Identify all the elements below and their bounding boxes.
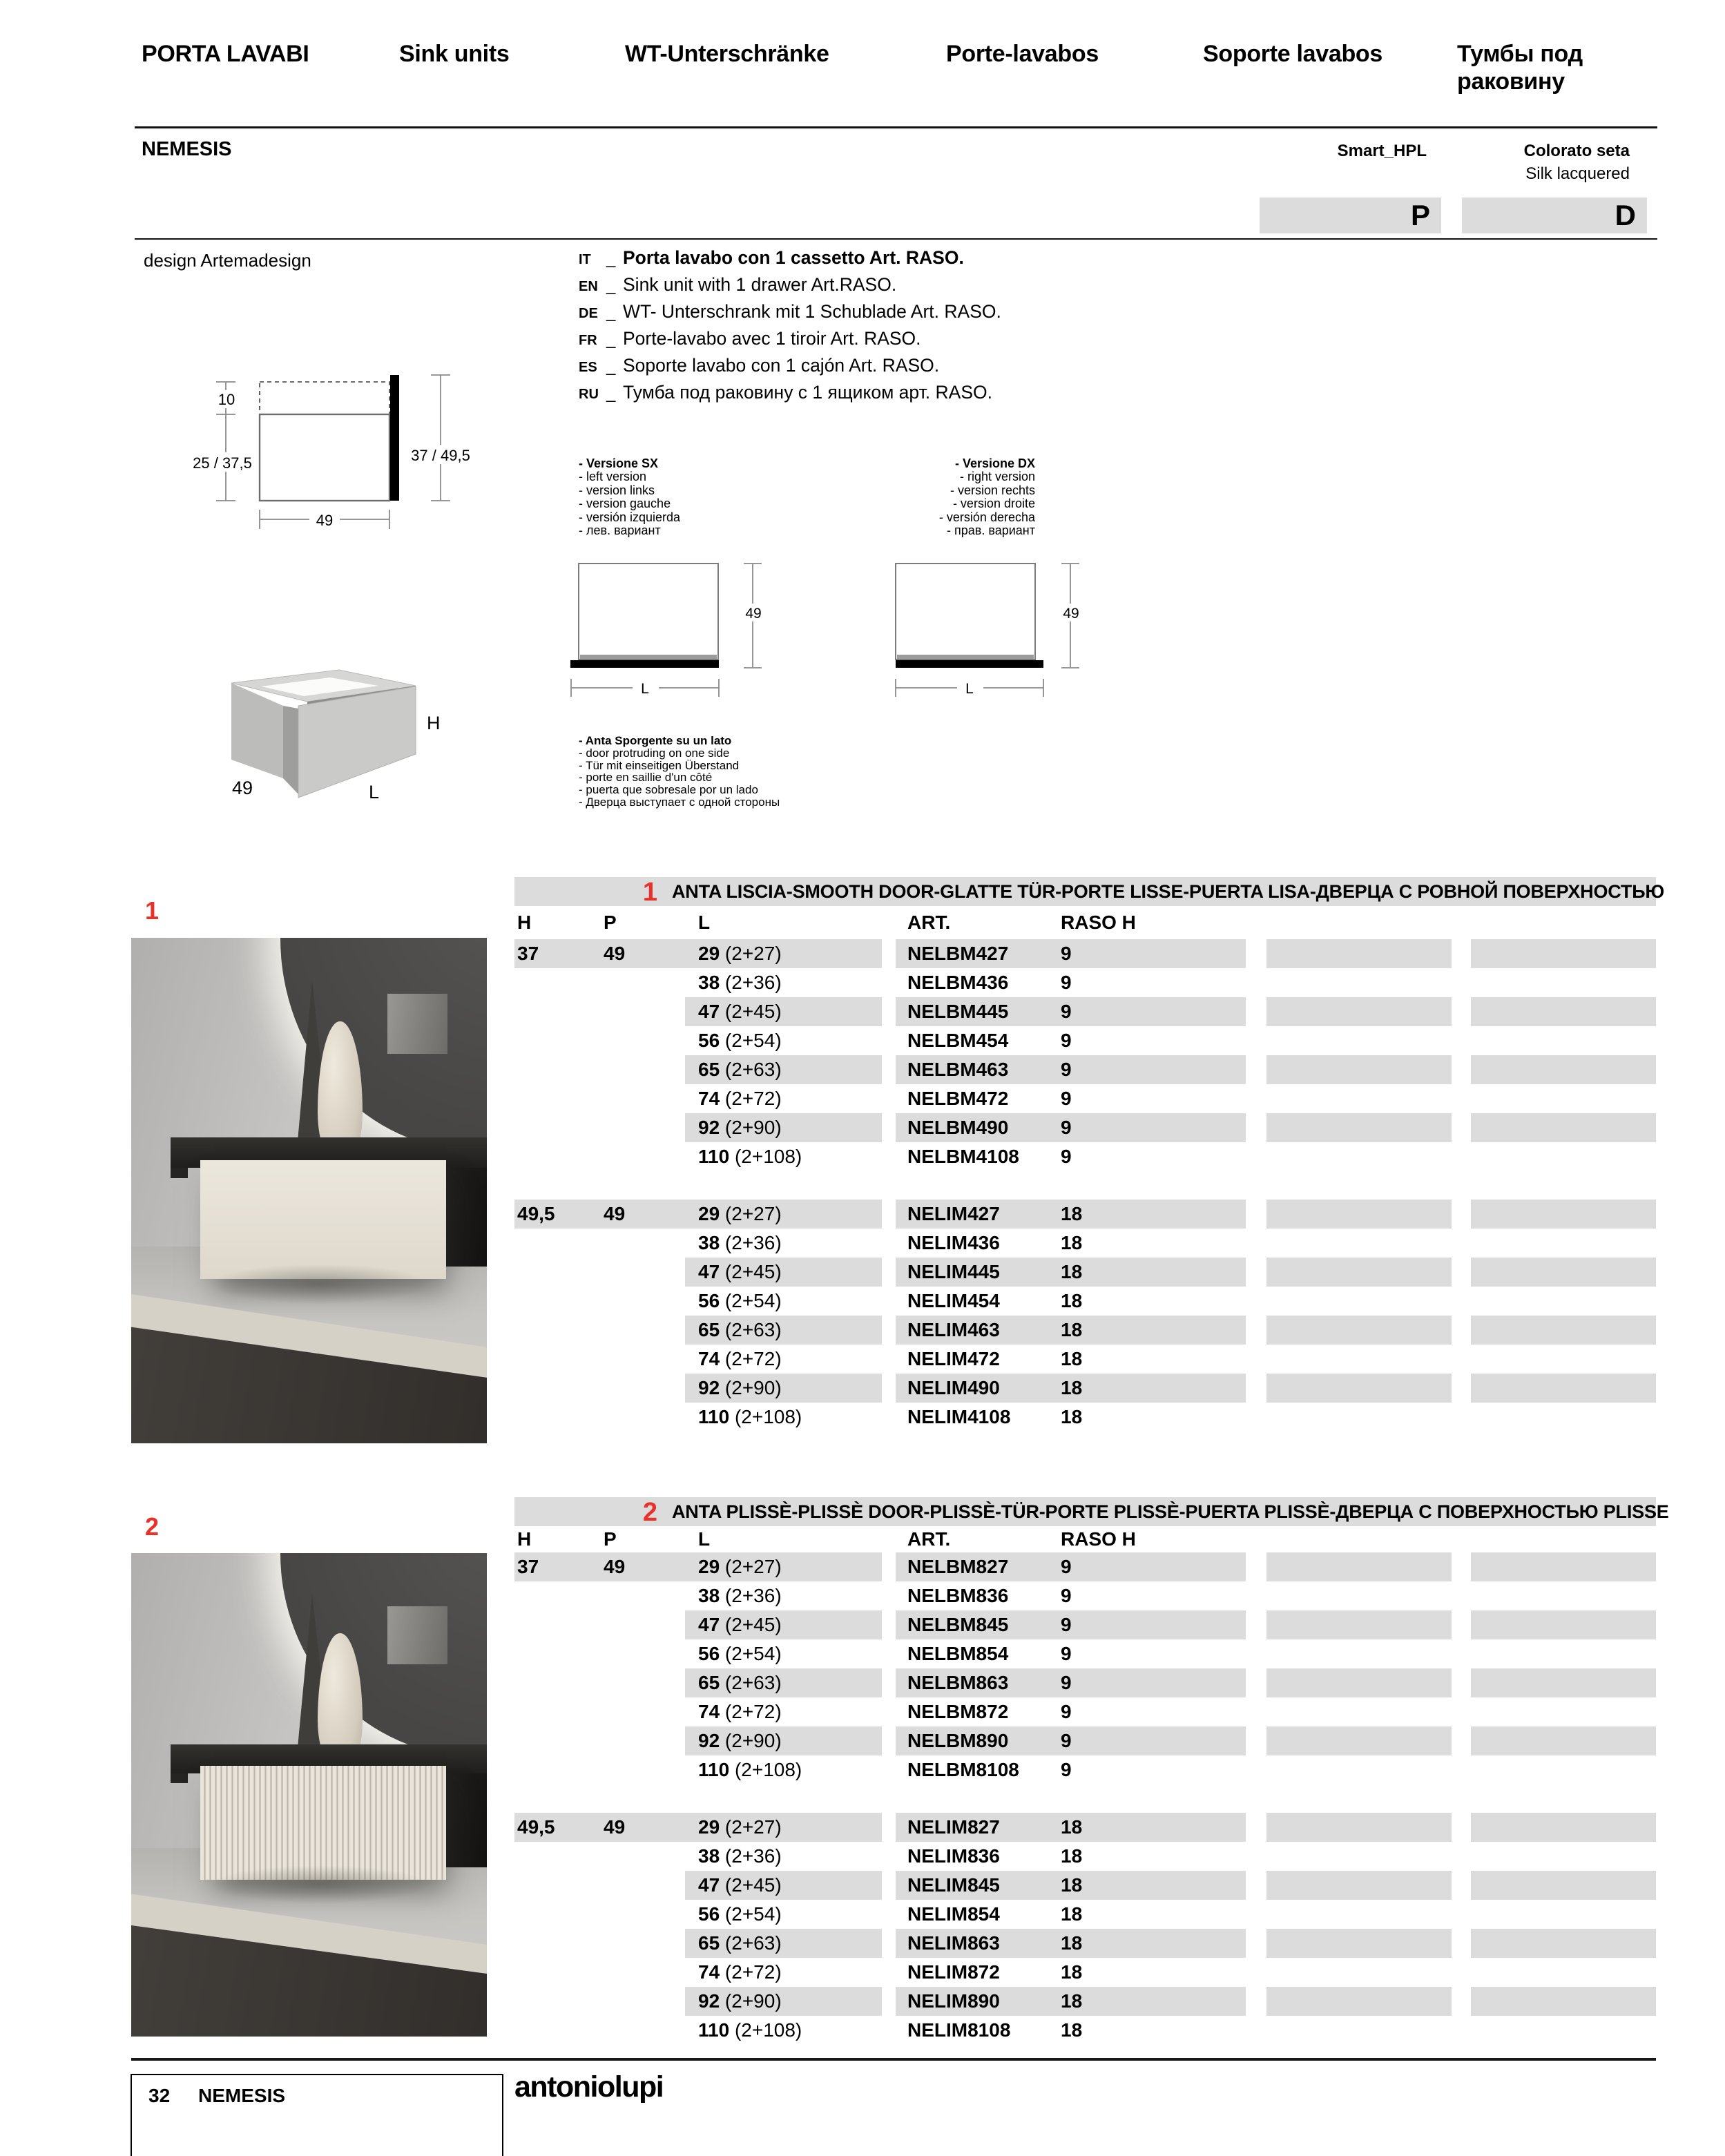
table-row	[514, 1258, 1656, 1287]
footer-box	[131, 2074, 503, 2156]
cell-raso-h: 9	[1061, 943, 1072, 964]
row-shading	[1471, 1726, 1656, 1755]
cell-art: NELBM827	[907, 1556, 1009, 1577]
cell-l: 38 (2+36)	[698, 1232, 782, 1253]
cell-art: NELIM436	[907, 1232, 1000, 1253]
cell-p: 49	[604, 943, 626, 964]
cell-raso-h: 9	[1061, 1059, 1072, 1080]
row-shading	[1266, 1726, 1452, 1755]
badge-p-letter: P	[1410, 199, 1430, 231]
iso-unit-drawing	[221, 663, 449, 805]
table-row	[514, 1403, 1656, 1432]
cell-l: 56 (2+54)	[698, 1290, 782, 1311]
text-line: - door protruding on one side	[579, 746, 730, 760]
iso-depth-label: 49	[232, 778, 253, 798]
table-body	[514, 1552, 1656, 2045]
photo-floor-shadow	[209, 1264, 430, 1305]
text-line: - versión derecha	[938, 510, 1035, 524]
page-title-fr: Porte-lavabos	[946, 41, 1099, 67]
table-plisse-door	[514, 1497, 1669, 2045]
dim-bottom-label: 49	[316, 512, 334, 529]
cell-raso-h: 18	[1061, 1932, 1083, 1954]
table-row	[514, 1113, 1656, 1142]
text-line: - Versione DX	[954, 456, 1035, 470]
cell-art: NELBM445	[907, 1001, 1009, 1022]
versions-sx-lines	[579, 457, 680, 537]
cell-raso-h: 18	[1061, 1203, 1083, 1224]
dim-top-label: 10	[218, 391, 235, 408]
cell-p: 49	[604, 1816, 626, 1838]
description-row: DE _ WT- Unterschrank mit 1 Schublade Art. RASO.	[579, 301, 1001, 322]
cell-l: 92 (2+90)	[698, 1117, 782, 1138]
cell-l: 74 (2+72)	[698, 1701, 782, 1722]
table-title-bar	[514, 1497, 1669, 1527]
cell-l: 38 (2+36)	[698, 1845, 782, 1867]
cell-l: 47 (2+45)	[698, 1614, 782, 1635]
cell-raso-h: 18	[1061, 1319, 1083, 1340]
dx-length-label: L	[965, 681, 974, 697]
table-title-bar	[514, 877, 1665, 907]
row-shading	[1266, 1552, 1452, 1581]
cell-art: NELBM845	[907, 1614, 1009, 1635]
cell-raso-h: 18	[1061, 1232, 1083, 1253]
text-line: - versión izquierda	[579, 510, 681, 524]
cell-art: NELIM490	[907, 1377, 1000, 1398]
cell-raso-h: 18	[1061, 1261, 1083, 1282]
iso-length-label: L	[369, 782, 380, 802]
row-shading	[1266, 1055, 1452, 1084]
row-shading	[1266, 1610, 1452, 1639]
photo-floor-shadow	[209, 1865, 430, 1904]
cell-l: 92 (2+90)	[698, 1730, 782, 1751]
cell-l: 29 (2+27)	[698, 1816, 782, 1838]
cell-raso-h: 9	[1061, 1614, 1072, 1635]
cell-l: 38 (2+36)	[698, 1585, 782, 1606]
table-row	[514, 1026, 1656, 1055]
versions-dx-lines	[939, 457, 1035, 537]
series-divider	[135, 238, 1657, 240]
cell-p: 49	[604, 1556, 626, 1577]
table-row	[514, 1755, 1656, 1784]
cell-art: NELIM427	[907, 1203, 1000, 1224]
table-row	[514, 2016, 1656, 2045]
group-spacer	[514, 1784, 1656, 1813]
cell-l: 47 (2+45)	[698, 1874, 782, 1896]
table-body	[514, 939, 1656, 1432]
cell-art: NELIM454	[907, 1290, 1000, 1311]
cell-art: NELBM454	[907, 1030, 1009, 1051]
table-row	[514, 1813, 1656, 1842]
cell-art: NELBM890	[907, 1730, 1009, 1751]
column-header: ART.	[907, 1528, 951, 1550]
table-number: 2	[642, 1498, 657, 1527]
dx-height-label: 49	[1063, 606, 1079, 622]
row-shading	[1266, 1987, 1452, 2016]
cell-h: 49,5	[517, 1203, 555, 1224]
cell-raso-h: 18	[1061, 1406, 1083, 1427]
cell-art: NELIM827	[907, 1816, 1000, 1838]
text-line: - прав. вариант	[947, 523, 1035, 538]
text-line: - puerta que sobresale por un lado	[579, 783, 758, 797]
cell-l: 92 (2+90)	[698, 1377, 782, 1398]
table-row	[514, 1552, 1656, 1581]
cell-l: 47 (2+45)	[698, 1261, 782, 1282]
photo-plisse-door	[131, 1553, 487, 2037]
cell-l: 65 (2+63)	[698, 1319, 782, 1340]
text-line: - Tür mit einseitigen Überstand	[579, 758, 740, 772]
table-header-row	[514, 1526, 1656, 1552]
brand-logo: antoniolupi	[514, 2070, 664, 2104]
table-row	[514, 1726, 1656, 1755]
dim-left-label: 25 / 37,5	[193, 454, 252, 472]
table-row	[514, 1084, 1656, 1113]
table-smooth-door	[514, 877, 1665, 1432]
description-row: EN _ Sink unit with 1 drawer Art.RASO.	[579, 274, 897, 295]
cell-art: NELBM836	[907, 1585, 1009, 1606]
column-header: L	[698, 1528, 711, 1550]
cell-art: NELIM8108	[907, 2019, 1011, 2041]
column-header: ART.	[907, 912, 951, 933]
table-row	[514, 1055, 1656, 1084]
cell-raso-h: 9	[1061, 1730, 1072, 1751]
cell-raso-h: 9	[1061, 1117, 1072, 1138]
cell-l: 29 (2+27)	[698, 1556, 782, 1577]
row-shading	[1266, 1316, 1452, 1345]
finish-badge-d	[1462, 198, 1647, 233]
table-row	[514, 1374, 1656, 1403]
row-shading	[1471, 1200, 1656, 1229]
column-header: P	[604, 1528, 617, 1550]
cell-l: 56 (2+54)	[698, 1903, 782, 1925]
table-header-row	[514, 906, 1656, 939]
text-line: - Anta Sporgente su un lato	[579, 734, 732, 747]
row-shading	[1471, 1258, 1656, 1287]
page-title-es: Soporte lavabos	[1203, 41, 1383, 67]
row-shading	[1266, 1668, 1452, 1697]
cell-raso-h: 18	[1061, 1874, 1083, 1896]
cell-l: 74 (2+72)	[698, 1088, 782, 1109]
finish-label-it: Colorato seta	[1523, 142, 1630, 160]
footer-series-name: NEMESIS	[198, 2085, 286, 2106]
cell-art: NELIM863	[907, 1932, 1000, 1954]
table-number: 1	[642, 878, 657, 907]
row-shading	[1471, 1813, 1656, 1842]
cell-raso-h: 9	[1061, 972, 1072, 993]
text-line: - лев. вариант	[579, 523, 661, 538]
table-row	[514, 1287, 1656, 1316]
cell-art: NELBM427	[907, 943, 1009, 964]
table-row	[514, 1316, 1656, 1345]
row-shading	[1266, 1258, 1452, 1287]
cell-art: NELIM463	[907, 1319, 1000, 1340]
row-shading	[1471, 1668, 1656, 1697]
text-line: - version links	[579, 483, 655, 497]
finish-label-en: Silk lacquered	[1525, 164, 1630, 183]
table-row	[514, 939, 1656, 968]
page-title-en: Sink units	[399, 41, 510, 67]
cell-raso-h: 18	[1061, 1348, 1083, 1369]
photo-1-label: 1	[145, 896, 160, 925]
row-shading	[1266, 1871, 1452, 1900]
row-shading	[1266, 1113, 1452, 1142]
badge-d-letter: D	[1615, 199, 1636, 231]
cell-raso-h: 18	[1061, 1990, 1083, 2012]
dim-right-label: 37 / 49,5	[411, 447, 470, 464]
table-row	[514, 1610, 1656, 1639]
table-row	[514, 1929, 1656, 1958]
group-spacer	[514, 1171, 1656, 1200]
side-view-drawing	[186, 366, 511, 539]
footer-divider	[131, 2058, 1656, 2061]
cell-l: 74 (2+72)	[698, 1961, 782, 1983]
version-diagrams	[559, 552, 1105, 704]
row-shading	[1266, 997, 1452, 1026]
row-shading	[1471, 939, 1656, 968]
table-title: ANTA PLISSÈ-PLISSÈ DOOR-PLISSÈ-TÜR-PORTE PLISSÈ-PUERTA PLISSÈ-ДВЕРЦА С ПОВЕРХНОСТЬЮ PLISSE	[672, 1501, 1669, 1522]
row-shading	[1471, 1552, 1656, 1581]
cell-raso-h: 9	[1061, 1088, 1072, 1109]
finish-badge-p	[1260, 198, 1441, 233]
cell-raso-h: 9	[1061, 1030, 1072, 1051]
sx-length-label: L	[641, 681, 649, 697]
description-row: RU _ Тумба под раковину с 1 ящиком арт. RASO.	[579, 382, 992, 403]
row-shading	[1471, 1871, 1656, 1900]
header-divider	[135, 126, 1657, 128]
cell-raso-h: 18	[1061, 1961, 1083, 1983]
description-row: IT _ Porta lavabo con 1 cassetto Art. RASO.	[579, 247, 964, 268]
cell-raso-h: 9	[1061, 1001, 1072, 1022]
cell-art: NELBM436	[907, 972, 1009, 993]
page-title-de: WT-Unterschränke	[625, 41, 829, 67]
description-row: ES _ Soporte lavabo con 1 cajón Art. RASO.	[579, 355, 940, 376]
series-name: NEMESIS	[142, 138, 232, 160]
cell-l: 29 (2+27)	[698, 1203, 782, 1224]
table-row	[514, 1668, 1656, 1697]
table-row	[514, 1697, 1656, 1726]
cell-art: NELBM863	[907, 1672, 1009, 1693]
row-shading	[1266, 1200, 1452, 1229]
cell-art: NELIM4108	[907, 1406, 1011, 1427]
description-block	[579, 247, 1200, 409]
cell-raso-h: 18	[1061, 2019, 1083, 2041]
cell-h: 37	[517, 943, 539, 964]
column-header: RASO H	[1061, 1528, 1136, 1550]
cell-art: NELIM472	[907, 1348, 1000, 1369]
cell-art: NELIM836	[907, 1845, 1000, 1867]
photo-2-label: 2	[145, 1512, 160, 1541]
row-shading	[1266, 1374, 1452, 1403]
cell-raso-h: 9	[1061, 1672, 1072, 1693]
description-row: FR _ Porte-lavabo avec 1 tiroir Art. RASO.	[579, 328, 921, 349]
text-line: - version droite	[952, 497, 1035, 511]
column-header: P	[604, 912, 617, 933]
cell-l: 74 (2+72)	[698, 1348, 782, 1369]
cell-art: NELIM854	[907, 1903, 1000, 1925]
page-title-it: PORTA LAVABI	[142, 41, 309, 67]
table-row	[514, 1958, 1656, 1987]
row-shading	[1266, 1929, 1452, 1958]
page-number: 32	[148, 2085, 171, 2106]
cell-raso-h: 9	[1061, 1146, 1072, 1167]
table-row	[514, 1871, 1656, 1900]
row-shading	[1471, 1113, 1656, 1142]
cell-art: NELBM472	[907, 1088, 1009, 1109]
cell-raso-h: 18	[1061, 1377, 1083, 1398]
text-line: - left version	[579, 470, 647, 484]
table-row	[514, 1639, 1656, 1668]
row-shading	[1471, 1316, 1656, 1345]
table-row	[514, 968, 1656, 997]
cell-h: 49,5	[517, 1816, 555, 1838]
table-row	[514, 1581, 1656, 1610]
cell-raso-h: 9	[1061, 1759, 1072, 1780]
row-shading	[1471, 1374, 1656, 1403]
photo-smooth-door	[131, 938, 487, 1443]
cell-l: 65 (2+63)	[698, 1672, 782, 1693]
cell-raso-h: 9	[1061, 1556, 1072, 1577]
table-row	[514, 1842, 1656, 1871]
text-line: - version rechts	[950, 483, 1035, 497]
table-row	[514, 1900, 1656, 1929]
cell-l: 110 (2+108)	[698, 1759, 802, 1780]
cell-l: 92 (2+90)	[698, 1990, 782, 2012]
photo-mirror-reflection	[387, 994, 448, 1055]
table-row	[514, 1987, 1656, 2016]
photo-drawer-front	[200, 1160, 445, 1279]
column-header: L	[698, 912, 711, 933]
text-line: - right version	[959, 470, 1035, 484]
row-shading	[1266, 1813, 1452, 1842]
sx-height-label: 49	[745, 606, 762, 622]
cell-l: 56 (2+54)	[698, 1643, 782, 1664]
cell-art: NELBM8108	[907, 1759, 1019, 1780]
cell-raso-h: 18	[1061, 1816, 1083, 1838]
cell-l: 110 (2+108)	[698, 2019, 802, 2041]
text-line: - version gauche	[579, 497, 671, 511]
table-title: ANTA LISCIA-SMOOTH DOOR-GLATTE TÜR-PORTE LISSE-PUERTA LISA-ДВЕРЦА С РОВНОЙ ПОВЕРХНОСТЬЮ	[672, 881, 1665, 902]
iso-height-label: H	[427, 713, 441, 733]
table-row	[514, 1229, 1656, 1258]
row-shading	[1471, 1610, 1656, 1639]
text-line: - Versione SX	[579, 456, 659, 470]
column-header: H	[517, 1528, 532, 1550]
row-shading	[1471, 1987, 1656, 2016]
door-note	[579, 735, 780, 809]
cell-art: NELIM845	[907, 1874, 1000, 1896]
material-label: Smart_HPL	[1337, 142, 1427, 160]
row-shading	[1471, 997, 1656, 1026]
cell-art: NELIM872	[907, 1961, 1000, 1983]
page-title-ru: Тумбы под раковину	[1457, 41, 1583, 95]
table-row	[514, 1142, 1656, 1171]
cell-l: 65 (2+63)	[698, 1059, 782, 1080]
row-shading	[1471, 1929, 1656, 1958]
cell-raso-h: 9	[1061, 1701, 1072, 1722]
cell-p: 49	[604, 1203, 626, 1224]
cell-art: NELBM463	[907, 1059, 1009, 1080]
cell-l: 47 (2+45)	[698, 1001, 782, 1022]
designer-credit: design Artemadesign	[144, 250, 311, 271]
cell-l: 65 (2+63)	[698, 1932, 782, 1954]
cell-l: 38 (2+36)	[698, 972, 782, 993]
cell-l: 110 (2+108)	[698, 1146, 802, 1167]
cell-raso-h: 18	[1061, 1903, 1083, 1925]
row-shading	[1266, 939, 1452, 968]
text-line: - Дверца выступает с одной стороны	[579, 795, 780, 809]
cell-l: 110 (2+108)	[698, 1406, 802, 1427]
table-row	[514, 1200, 1656, 1229]
cell-h: 37	[517, 1556, 539, 1577]
cell-art: NELBM4108	[907, 1146, 1019, 1167]
row-shading	[1471, 1055, 1656, 1084]
cell-art: NELIM445	[907, 1261, 1000, 1282]
cell-art: NELBM872	[907, 1701, 1009, 1722]
cell-l: 56 (2+54)	[698, 1030, 782, 1051]
cell-raso-h: 9	[1061, 1643, 1072, 1664]
photo-mirror-reflection	[387, 1606, 448, 1664]
cell-art: NELBM490	[907, 1117, 1009, 1138]
text-line: - porte en saillie d'un côté	[579, 771, 713, 785]
table-row	[514, 997, 1656, 1026]
cell-l: 29 (2+27)	[698, 943, 782, 964]
column-header: RASO H	[1061, 912, 1136, 933]
cell-raso-h: 9	[1061, 1585, 1072, 1606]
table-row	[514, 1345, 1656, 1374]
cell-raso-h: 18	[1061, 1845, 1083, 1867]
cell-art: NELIM890	[907, 1990, 1000, 2012]
column-header: H	[517, 912, 532, 933]
cell-art: NELBM854	[907, 1643, 1009, 1664]
photo-drawer-front	[200, 1766, 445, 1880]
cell-raso-h: 18	[1061, 1290, 1083, 1311]
